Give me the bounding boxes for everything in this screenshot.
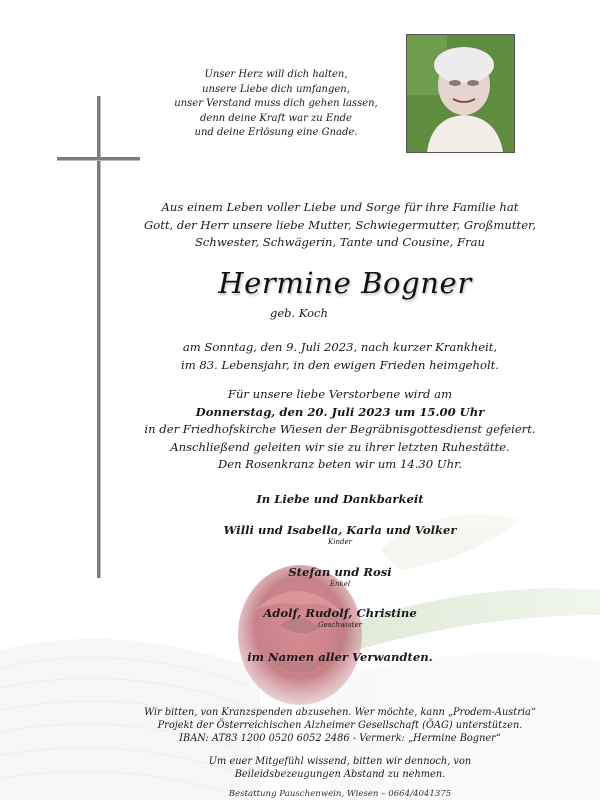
donation-line: Projekt der Österreichischen Alzheimer Gesellschaft (ÖAG) unterstützen. [157,720,523,731]
deceased-name: Hermine Bogner [218,266,472,300]
funeral-notice [130,386,550,474]
mourner-names: Willi und Isabella, Karla und Volker [223,523,457,537]
intro-line: Gott, der Herr unsere liebe Mutter, Schwiegermutter, Großmutter, [143,217,537,232]
funeral-line: Für unsere liebe Verstorbene wird am [227,387,453,401]
closing-text: In Liebe und Dankbarkeit [256,492,424,506]
funeral-date-time: Donnerstag, den 20. Juli 2023 um 15.00 Uhr [195,404,485,419]
funeral-line: in der Friedhofskirche Wiesen der Begräbnisgottesdienst gefeiert. [144,422,536,436]
mourner-group-grandchildren [130,565,550,588]
all-relatives: im Namen aller Verwandten. [247,650,433,664]
condolence-line: Um euer Mitgefühl wissend, bitten wir dennoch, von [208,756,472,767]
mourner-role: Geschwister [318,621,362,629]
mourner-names: Stefan und Rosi [288,565,392,579]
funeral-line: Den Rosenkranz beten wir um 14.30 Uhr. [217,457,463,471]
mourner-names: Adolf, Rudolf, Christine [263,606,417,620]
intro-line: Schwester, Schwägerin, Tante und Cousine, Frau [194,235,485,249]
donation-line: IBAN: AT83 1200 0520 6052 2486 - Vermerk: „Hermine Bogner“ [179,733,501,744]
donation-notice [130,706,550,745]
verse [160,68,392,141]
undertaker-info: Bestattung Pauschenwein, Wiesen – 0664/4041375 [228,789,452,799]
mourner-group-siblings [130,606,550,629]
intro-line: Aus einem Leben voller Liebe und Sorge für ihre Familie hat [161,200,519,214]
mourner-group-children [130,523,550,546]
verse-line: Unser Herz will dich halten, [204,69,348,80]
verse-line: denn deine Kraft war zu Ende [200,112,352,124]
verse-line: unser Verstand muss dich gehen lassen, [174,98,378,109]
death-line: im 83. Lebensjahr, in den ewigen Frieden heimgeholt. [180,357,499,372]
mourner-role: Kinder [328,538,352,546]
cross-icon [97,96,100,578]
cross-icon-bar [57,157,140,160]
condolence-line: Beileidsbezeugungen Abstand zu nehmen. [234,769,446,780]
donation-line: Wir bitten, von Kranzspenden abzusehen. Wer möchte, kann „Prodem-Austria“ [144,707,536,718]
portrait-photo [406,34,515,153]
intro-text [130,199,550,252]
condolence-notice [130,755,550,781]
verse-line: und deine Erlösung eine Gnade. [194,127,358,138]
death-line: am Sonntag, den 9. Juli 2023, nach kurzer Krankheit, [182,340,498,354]
funeral-line: Anschließend geleiten wir sie zu ihrer letzten Ruhestätte. [170,439,510,454]
mourner-role: Enkel [329,580,351,588]
maiden-name: geb. Koch [270,306,328,320]
verse-line: unsere Liebe dich umfangen, [202,83,350,95]
death-notice [130,339,550,374]
